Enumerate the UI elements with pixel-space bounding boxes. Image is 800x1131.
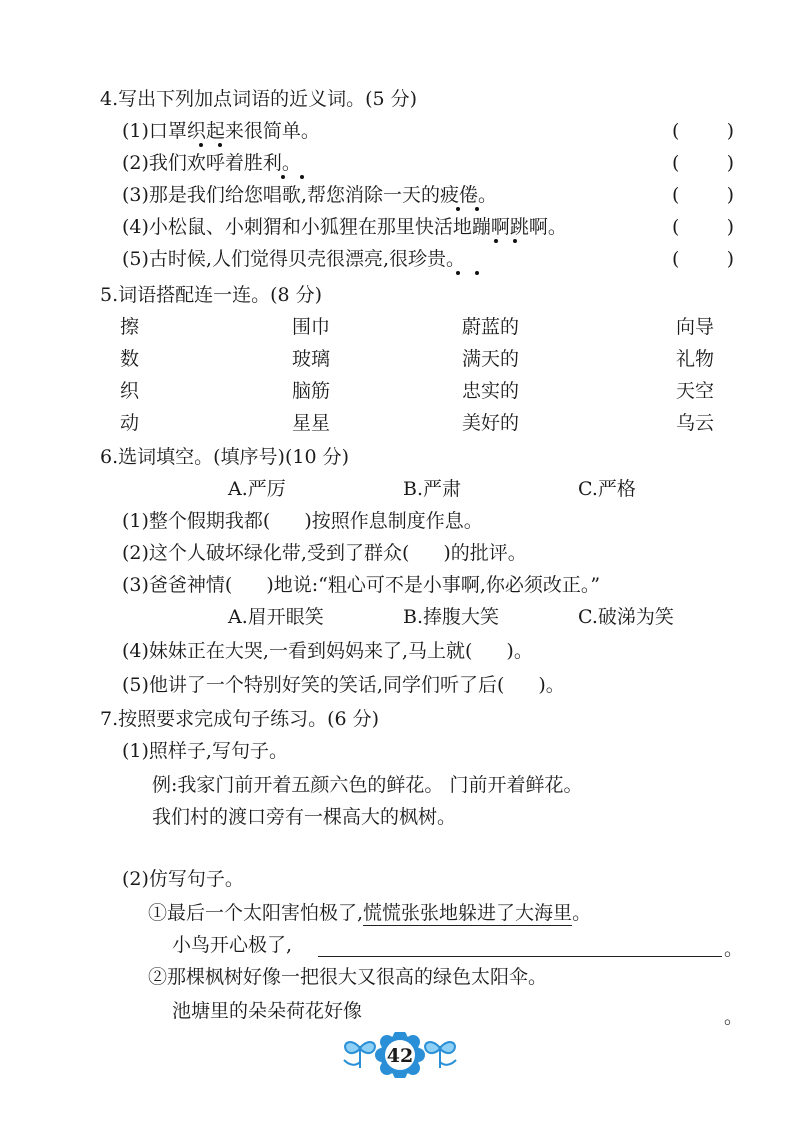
q6-item-5: (5)他讲了一个特别好笑的笑话,同学们听了后( )。: [122, 674, 565, 696]
q5-col3-word[interactable]: 满天的: [462, 348, 520, 370]
q5-col4-word[interactable]: 礼物: [676, 348, 715, 370]
q6-option: A.严厉: [228, 478, 286, 500]
q7-sub1: (1)照样子,写句子。: [122, 740, 288, 762]
q6-option: B.捧腹大笑: [403, 606, 500, 628]
q7-prompt-2: 池塘里的朵朵荷花好像: [172, 1000, 363, 1022]
q4-answer-1[interactable]: ( ): [672, 120, 734, 142]
q5-col2-word[interactable]: 围巾: [292, 316, 331, 338]
q6-title: 6.选词填空。(填序号)(10 分): [100, 446, 349, 468]
q7-answer-line-1[interactable]: [318, 956, 722, 957]
q4-answer-2[interactable]: ( ): [672, 152, 734, 174]
emphasis-dot: [281, 175, 285, 179]
emphasis-dot: [494, 239, 498, 243]
emphasis-dot: [475, 207, 479, 211]
emphasis-dot: [456, 207, 460, 211]
q7-model-1: ①最后一个太阳害怕极了,慌慌张张地躲进了大海里。: [148, 902, 592, 924]
q5-col4-word[interactable]: 向导: [676, 316, 715, 338]
q6-item-3: (3)爸爸神情( )地说:“粗心可不是小事啊,你必须改正。”: [122, 574, 601, 596]
q6-option: C.严格: [578, 478, 636, 500]
q7-period-2: 。: [724, 1006, 744, 1028]
q7-title: 7.按照要求完成句子练习。(6 分): [100, 708, 380, 730]
q5-title: 5.词语搭配连一连。(8 分): [100, 284, 323, 306]
q6-option: A.眉开眼笑: [228, 606, 324, 628]
q4-item-3: (3)那是我们给您唱歌,帮您消除一天的疲倦。: [122, 184, 497, 206]
q7-model-2: ②那棵枫树好像一把很大又很高的绿色太阳伞。: [148, 966, 548, 988]
q4-answer-5[interactable]: ( ): [672, 248, 734, 270]
emphasis-dot: [456, 271, 460, 275]
q7-sub2: (2)仿写句子。: [122, 868, 244, 890]
q6-item-1: (1)整个假期我都( )按照作息制度作息。: [122, 510, 483, 532]
q5-col1-word[interactable]: 动: [120, 412, 140, 434]
q5-col3-word[interactable]: 蔚蓝的: [462, 316, 520, 338]
q4-answer-3[interactable]: ( ): [672, 184, 734, 206]
q5-col2-word[interactable]: 星星: [292, 412, 331, 434]
emphasis-dot: [199, 143, 203, 147]
q5-col4-word[interactable]: 天空: [676, 380, 715, 402]
q5-col2-word[interactable]: 玻璃: [292, 348, 331, 370]
q7-sentence: 我们村的渡口旁有一棵高大的枫树。: [152, 806, 457, 828]
emphasis-dot: [513, 239, 517, 243]
page-number-badge: [330, 1032, 470, 1078]
sprout-icon: [344, 1042, 375, 1068]
q6-item-4: (4)妹妹正在大哭,一看到妈妈来了,马上就( )。: [122, 640, 533, 662]
q5-col1-word[interactable]: 擦: [120, 316, 140, 338]
q4-item-4: (4)小松鼠、小刺猬和小狐狸在那里快活地蹦啊跳啊。: [122, 216, 567, 238]
q4-item-2: (2)我们欢呼着胜利。: [122, 152, 301, 174]
emphasis-dot: [300, 175, 304, 179]
q7-model-underline: 慌慌张张地躲进了大海里: [363, 902, 573, 924]
q6-item-2: (2)这个人破坏绿化带,受到了群众( )的批评。: [122, 542, 527, 564]
page-number: 42: [386, 1045, 414, 1067]
q7-example: 例:我家门前开着五颜六色的鲜花。 门前开着鲜花。: [152, 774, 583, 796]
q6-option: B.严肃: [403, 478, 462, 500]
q4-item-1: (1)口罩织起来很简单。: [122, 120, 320, 142]
q6-option: C.破涕为笑: [578, 606, 674, 628]
q5-col2-word[interactable]: 脑筋: [292, 380, 331, 402]
q7-period-1: 。: [724, 938, 744, 960]
q5-col1-word[interactable]: 数: [120, 348, 140, 370]
page-footer-decoration: [330, 1032, 470, 1078]
q7-prompt-1: 小鸟开心极了,: [172, 934, 293, 956]
q4-answer-4[interactable]: ( ): [672, 216, 734, 238]
q5-col3-word[interactable]: 忠实的: [462, 380, 520, 402]
q5-col3-word[interactable]: 美好的: [462, 412, 520, 434]
q4-item-5: (5)古时候,人们觉得贝壳很漂亮,很珍贵。: [122, 248, 465, 270]
emphasis-dot: [218, 143, 222, 147]
q4-title: 4.写出下列加点词语的近义词。(5 分): [100, 88, 418, 110]
sprout-icon: [425, 1042, 456, 1068]
q5-col4-word[interactable]: 乌云: [676, 412, 715, 434]
q5-col1-word[interactable]: 织: [120, 380, 140, 402]
emphasis-dot: [475, 271, 479, 275]
